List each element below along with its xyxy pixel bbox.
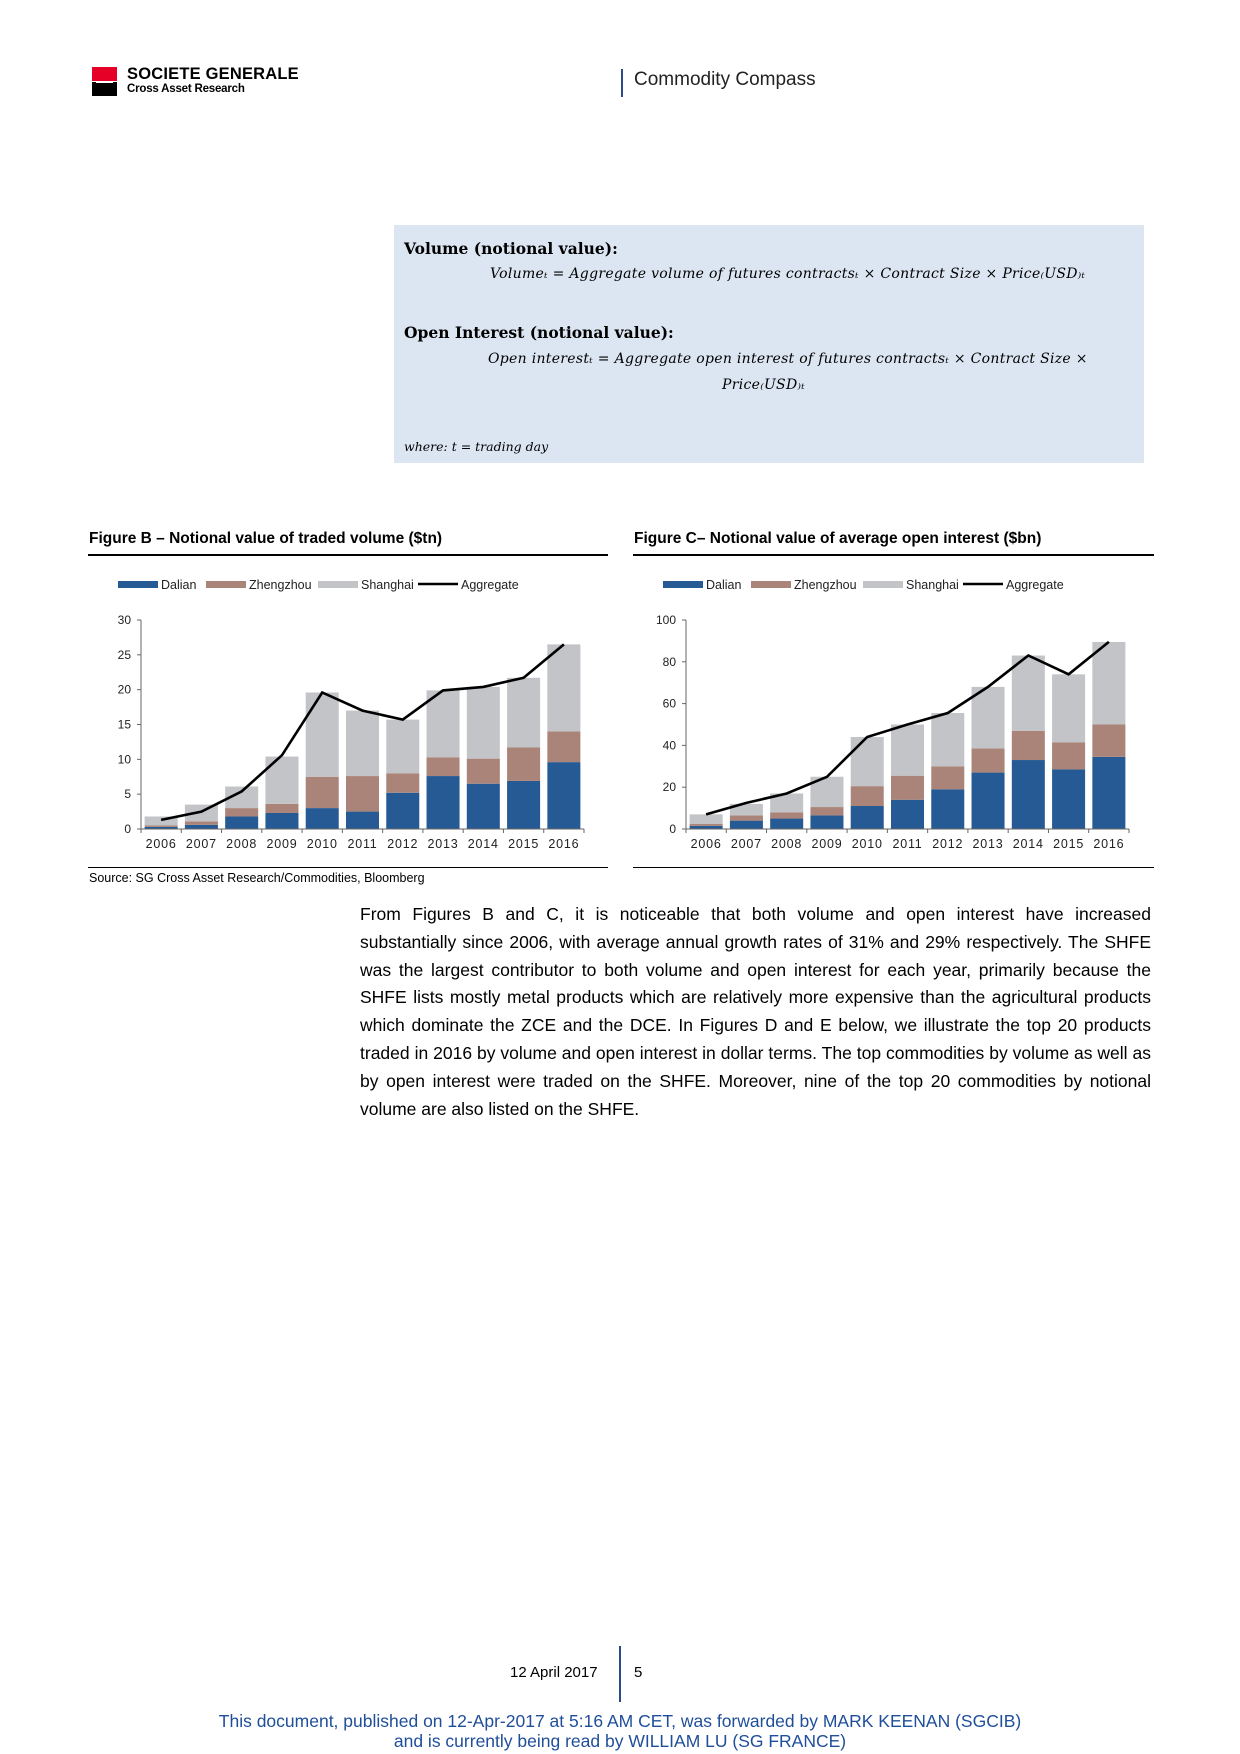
figure-b-x-tick-label: 2006 (145, 837, 177, 851)
figure-b-title: Figure B – Notional value of traded volume ($tn) (89, 530, 443, 547)
figure-b-bar-dalian (427, 776, 460, 829)
figure-c-x-tick-label: 2010 (851, 837, 883, 851)
figure-c-y-tick-label: 100 (655, 613, 676, 627)
figure-b-bar-zhengzhou (427, 757, 460, 776)
figure-c-x-tick-label: 2016 (1093, 837, 1125, 851)
body-paragraph: From Figures B and C, it is noticeable that both volume and open interest have increased substantially since 2006, with average annual growth rates of 31% and 29% respectively. The SHFE was the largest contributor to both volume and open interest for each year, primarily because the SHFE lists mostly metal products which are relatively more expensive than the agricultural products which dominate the ZCE and the DCE. In Figures D and E below, we illustrate the top 20 products traded in 2016 by volume and open interest in dollar terms. The top commodities by volume as well as by open interest were traded on the SHFE. Moreover, nine of the top 20 commodities by notional volume are also listed on the SHFE. (360, 904, 1151, 1119)
figure-b-legend-label: Shanghai (361, 578, 414, 592)
open-interest-heading: Open Interest (notional value): (404, 323, 674, 342)
figure-b-bar-zhengzhou (225, 808, 258, 816)
open-interest-formula-line2: Price₍USD₎ₜ (722, 377, 805, 393)
brand-name: SOCIETE GENERALE (127, 65, 299, 83)
figure-c-bar-shanghai (972, 687, 1005, 749)
figure-c-legend-label: Zhengzhou (794, 578, 857, 592)
figure-c-bar-dalian (1092, 757, 1125, 829)
figure-b-bar-shanghai (467, 687, 500, 759)
figure-c-title: Figure C– Notional value of average open interest ($bn) (634, 530, 1042, 547)
figure-b-y-tick-label: 5 (124, 787, 131, 802)
figure-c-bar-dalian (1012, 760, 1045, 829)
figure-c-y-tick-label: 20 (662, 780, 676, 795)
figure-c-bar-dalian (730, 821, 763, 829)
figure-c-y-tick-label: 40 (662, 738, 676, 753)
figure-c-bar-zhengzhou (1012, 731, 1045, 760)
figure-b-bar-shanghai (386, 720, 419, 774)
figure-b-y-tick-label: 10 (117, 752, 131, 767)
figure-c-legend-label: Shanghai (906, 578, 959, 592)
figure-b-bar-dalian (507, 781, 540, 829)
figure-b-x-tick-label: 2013 (427, 837, 459, 851)
figure-c-x-tick-label: 2012 (932, 837, 964, 851)
figure-b-y-tick-label: 15 (117, 717, 131, 732)
figure-c-bar-shanghai (891, 725, 924, 776)
figure-b-x-tick-label: 2016 (548, 837, 580, 851)
figure-c-bar-zhengzhou (1092, 725, 1125, 757)
figure-b-bar-dalian (306, 808, 339, 829)
figure-source: Source: SG Cross Asset Research/Commodities, Bloomberg (89, 871, 425, 885)
figure-b-y-tick-label: 20 (117, 682, 131, 697)
figure-b-legend-label: Dalian (161, 578, 197, 592)
figure-b-bar-dalian (346, 812, 379, 829)
figure-b-legend-label: Aggregate (461, 578, 519, 592)
figure-b-x-tick-label: 2009 (266, 837, 298, 851)
figure-c-legend-swatch-dalian (663, 581, 703, 588)
figure-c-bar-shanghai (690, 814, 723, 823)
figure-c-bar-shanghai (1052, 674, 1085, 742)
figure-c-bar-shanghai (1012, 656, 1045, 731)
figure-b-bar-zhengzhou (145, 826, 178, 827)
volume-heading: Volume (notional value): (404, 239, 618, 258)
figure-b-bar-zhengzhou (185, 821, 218, 824)
page-number: 5 (634, 1664, 643, 1681)
footer-divider (619, 1646, 621, 1702)
figure-b-bar-dalian (265, 813, 298, 829)
figure-c-bar-zhengzhou (1052, 742, 1085, 769)
figure-c-legend-label: Aggregate (1006, 578, 1064, 592)
figure-b-bar-zhengzhou (306, 777, 339, 808)
forwarding-notice-line2: and is currently being read by WILLIAM LU (SG FRANCE) (393, 1731, 847, 1751)
figure-c-bar-zhengzhou (730, 815, 763, 820)
figure-b-legend-swatch-shanghai (318, 581, 358, 588)
figure-c-bar-zhengzhou (770, 812, 803, 818)
figure-c-bar-dalian (1052, 769, 1085, 829)
figure-c-x-tick-label: 2014 (1012, 837, 1044, 851)
brand-division: Cross Asset Research (127, 83, 245, 95)
figure-c-x-tick-label: 2013 (972, 837, 1004, 851)
brand-mark-icon (92, 67, 117, 96)
figure-b-bar-shanghai (265, 757, 298, 804)
figure-b-svg (89, 566, 609, 868)
figure-c-x-tick-label: 2008 (771, 837, 803, 851)
figure-c-bar-dalian (770, 819, 803, 829)
figure-c-x-tick-label: 2007 (730, 837, 762, 851)
figure-b-bar-dalian (386, 793, 419, 829)
figure-b-x-tick-label: 2010 (306, 837, 338, 851)
figure-b-x-tick-label: 2007 (185, 837, 217, 851)
figure-b-x-tick-label: 2015 (508, 837, 540, 851)
figure-c-x-tick-label: 2006 (690, 837, 722, 851)
figure-c-bar-zhengzhou (810, 807, 843, 815)
figure-b-bar-shanghai (507, 678, 540, 748)
figure-c-bar-shanghai (931, 713, 964, 766)
figure-b-bottom-rule (88, 867, 608, 868)
figure-c-bar-dalian (931, 789, 964, 829)
figure-b-y-tick-label: 30 (117, 613, 131, 627)
figure-c-rule (633, 554, 1154, 556)
figure-c-bar-zhengzhou (851, 786, 884, 806)
figure-b-bar-shanghai (306, 692, 339, 776)
figure-c-bar-zhengzhou (972, 749, 1005, 773)
figure-c-x-tick-label: 2015 (1053, 837, 1085, 851)
figure-b-bar-zhengzhou (265, 804, 298, 813)
figure-b-bar-dalian (547, 762, 580, 829)
figure-b-x-tick-label: 2014 (467, 837, 499, 851)
figure-c-bottom-rule (633, 867, 1154, 868)
figure-b-x-tick-label: 2011 (347, 837, 378, 851)
figure-b-bar-dalian (225, 816, 258, 829)
figure-c-y-tick-label: 60 (662, 696, 676, 711)
figure-b-bar-dalian (185, 825, 218, 829)
figure-b-legend-swatch-zhengzhou (206, 581, 246, 588)
figure-b-bar-shanghai (346, 711, 379, 776)
figure-c-x-tick-label: 2011 (892, 837, 923, 851)
figure-c-bar-zhengzhou (891, 776, 924, 800)
figure-b-bar-zhengzhou (467, 759, 500, 784)
figure-b-bar-shanghai (427, 690, 460, 757)
figure-c-bar-dalian (810, 815, 843, 829)
figure-b-rule (88, 554, 608, 556)
forwarding-notice-line1: This document, published on 12-Apr-2017 at 5:16 AM CET, was forwarded by MARK KEENAN (SGCIB) (218, 1711, 1022, 1731)
figure-c-bar-dalian (972, 773, 1005, 829)
figure-c-legend-swatch-zhengzhou (751, 581, 791, 588)
figure-b-legend-label: Zhengzhou (249, 578, 312, 592)
publication-title: Commodity Compass (634, 69, 816, 90)
formula-box (394, 225, 1144, 463)
figure-c-legend-label: Dalian (706, 578, 742, 592)
figure-b-x-tick-label: 2008 (226, 837, 258, 851)
figure-b-bar-zhengzhou (507, 747, 540, 780)
volume-formula: Volumeₜ = Aggregate volume of futures contractsₜ × Contract Size × Price₍USD₎ₜ (490, 266, 1086, 282)
figure-b-bar-shanghai (547, 644, 580, 731)
figure-b-bar-zhengzhou (386, 773, 419, 793)
figure-b-bar-dalian (467, 784, 500, 829)
figure-c-chart (634, 566, 1154, 873)
figure-b-y-tick-label: 0 (124, 822, 131, 836)
header-divider (621, 69, 623, 97)
where-note: where: t = trading day (404, 439, 549, 454)
figure-c-bar-dalian (851, 806, 884, 829)
figure-b-legend-swatch-dalian (118, 581, 158, 588)
figure-b-chart (89, 566, 609, 873)
figure-c-bar-shanghai (1092, 642, 1125, 725)
figure-c-bar-shanghai (851, 737, 884, 786)
figure-c-bar-dalian (891, 800, 924, 829)
figure-c-y-tick-label: 80 (662, 654, 676, 669)
footer-date: 12 April 2017 (510, 1664, 598, 1681)
figure-c-bar-zhengzhou (931, 766, 964, 789)
figure-c-x-tick-label: 2009 (811, 837, 843, 851)
figure-b-x-tick-label: 2012 (387, 837, 419, 851)
figure-c-legend-swatch-shanghai (863, 581, 903, 588)
figure-b-bar-zhengzhou (346, 776, 379, 812)
open-interest-formula-line1: Open interestₜ = Aggregate open interest of futures contractsₜ × Contract Size × (488, 351, 1088, 367)
figure-b-y-tick-label: 25 (117, 647, 131, 662)
figure-b-bar-zhengzhou (547, 731, 580, 762)
figure-c-bar-zhengzhou (690, 824, 723, 826)
figure-c-svg (634, 566, 1154, 868)
figure-c-y-tick-label: 0 (669, 822, 676, 836)
